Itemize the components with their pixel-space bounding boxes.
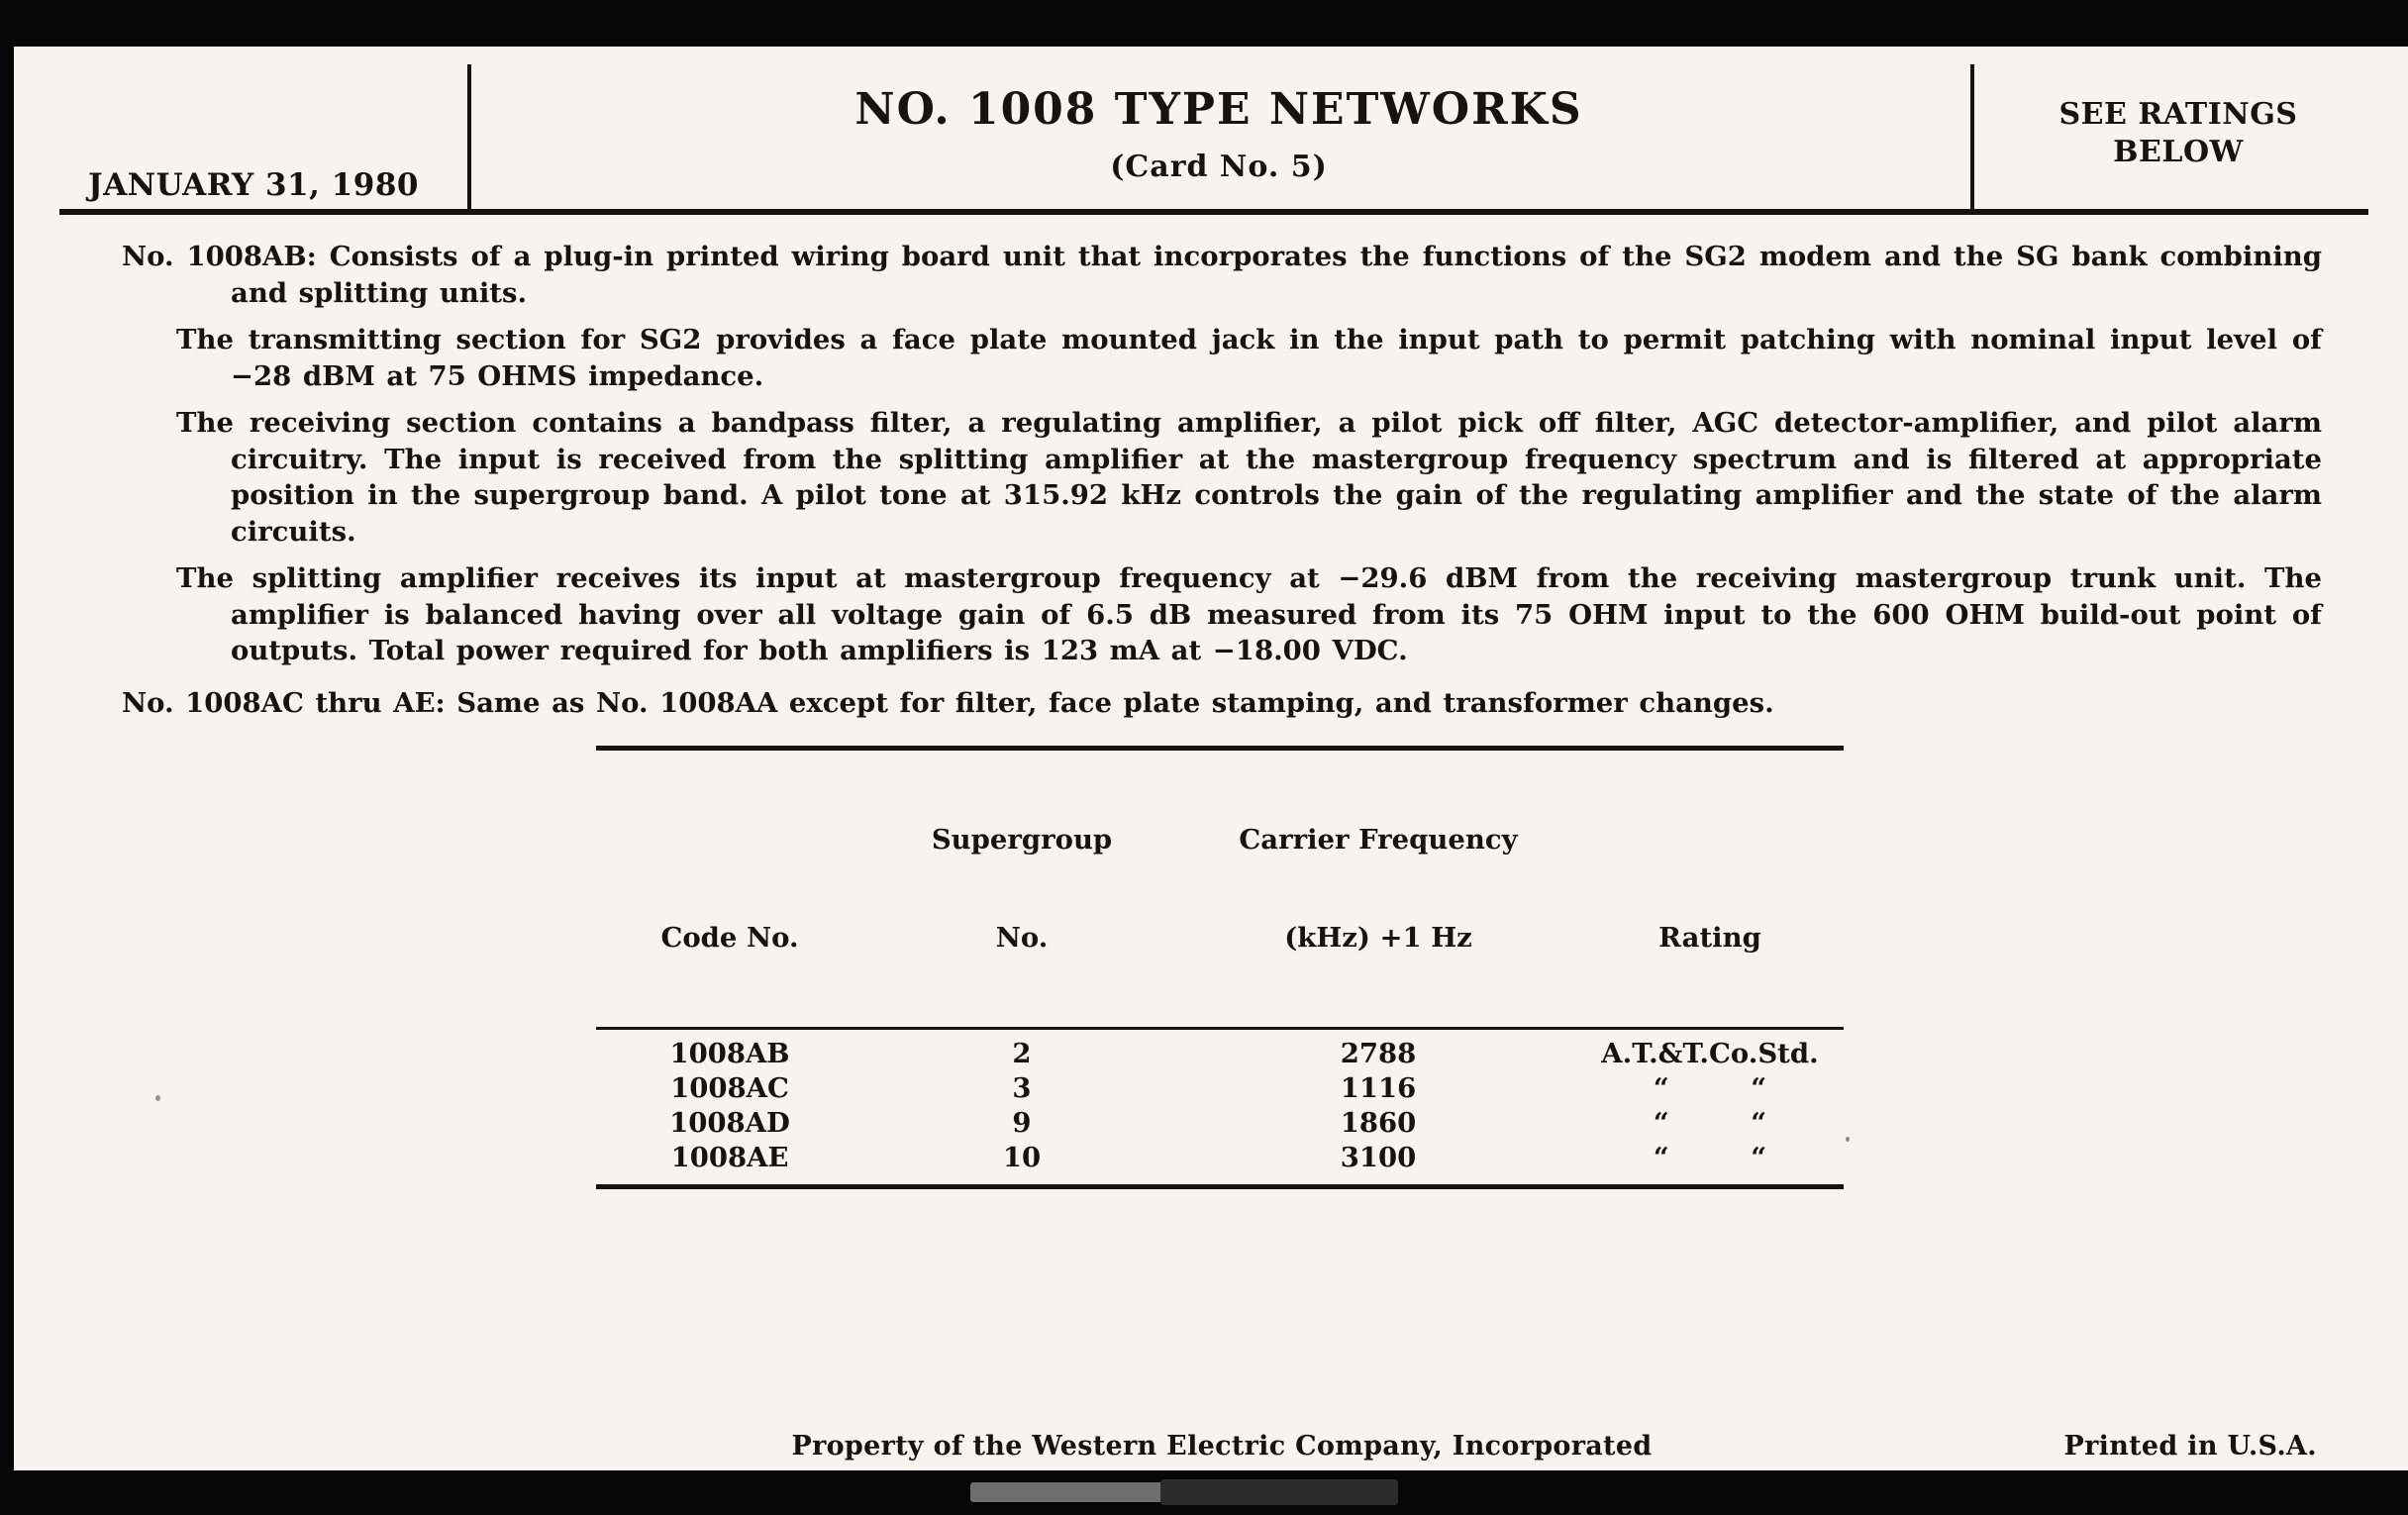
table-cell: 10 xyxy=(1002,1142,1042,1173)
scan-speck xyxy=(155,1095,160,1101)
table-cell: 1008AB xyxy=(669,1038,790,1069)
paragraph-splitting: The splitting amplifier receives its input at mastergroup frequency at −29.6 dBM from the receiving mastergroup trunk unit. The amplifier is balanced having over all voltage gain of 6.5 dB measured from its 75 OHM input to the 600 OHM build-out point of outputs. Total power required for both amplifiers is 123 mA at −18.00 VDC. xyxy=(176,562,2322,666)
col-header-supergroup: Supergroup No. xyxy=(863,749,1180,1029)
document-subtitle: (Card No. 5) xyxy=(1110,150,1328,184)
col-header-code-no: Code No. xyxy=(596,749,863,1029)
scan-black-band-bottom xyxy=(0,1470,2408,1515)
col-header-rating: Rating xyxy=(1576,749,1844,1029)
table-cell: 3 xyxy=(1012,1072,1032,1104)
col-header-carrier-frequency: Carrier Frequency (kHz) +1 Hz xyxy=(1180,749,1576,1029)
table-cell: 1116 xyxy=(1340,1072,1417,1104)
table-row xyxy=(596,1141,1844,1187)
table-cell: A.T.&T.Co.Std. xyxy=(1601,1038,1819,1069)
ratings-note-line-2: BELOW xyxy=(2113,135,2244,169)
table-cell: 3100 xyxy=(1340,1142,1417,1173)
scan-speck xyxy=(1846,1137,1850,1142)
table-cell: 9 xyxy=(1012,1107,1032,1139)
table-cell: 2 xyxy=(1012,1038,1032,1069)
table-cell: 1860 xyxy=(1340,1107,1417,1139)
table-row xyxy=(596,1071,1844,1106)
table-cell: 1008AD xyxy=(669,1107,790,1139)
document-page xyxy=(14,47,2408,1470)
paragraph-transmitting: The transmitting section for SG2 provides a face plate mounted jack in the input path to permit patching with nominal input level of −28 dBM at 75 OHMS impedance. xyxy=(176,324,2322,392)
scan-black-band-top xyxy=(0,0,2408,47)
table-cell: “ “ xyxy=(1653,1142,1767,1173)
table-row xyxy=(596,1029,1844,1072)
document-title: NO. 1008 TYPE NETWORKS xyxy=(854,84,1583,135)
ratings-table xyxy=(596,746,1844,1189)
paragraph-1008ac-ae: No. 1008AC thru AE: Same as No. 1008AA except for filter, face plate stamping, and transformer changes. xyxy=(122,686,1774,719)
ratings-table-body xyxy=(596,1029,1844,1187)
table-cell: “ “ xyxy=(1653,1107,1767,1139)
ratings-note-line-1: SEE RATINGS xyxy=(2058,97,2298,132)
table-cell: 1008AE xyxy=(670,1142,789,1173)
table-cell: 1008AC xyxy=(670,1072,789,1104)
table-cell: “ “ xyxy=(1653,1072,1767,1104)
ratings-note xyxy=(1970,96,2386,171)
printed-in-usa-note: Printed in U.S.A. xyxy=(2063,1431,2317,1462)
paragraph-receiving: The receiving section contains a bandpass filter, a regulating amplifier, a pilot pick off filter, AGC detector-amplifier, and pilot alarm circuitry. The input is received from the splitting amplifier at the mastergroup frequency spectrum and is filtered at appropriate position in the supergroup band. A pilot tone at 315.92 kHz controls the gain of the regulating amplifier and the state of the alarm circuits. xyxy=(176,407,2322,548)
document-body xyxy=(122,239,2322,732)
table-row xyxy=(596,1106,1844,1141)
header-rule xyxy=(59,209,2368,215)
document-date: JANUARY 31, 1980 xyxy=(88,167,419,203)
paragraph-1008ab: No. 1008AB: Consists of a plug-in printed wiring board unit that incorporates the functions of the SG2 modem and the SG bank combining and splitting units. xyxy=(122,241,2322,309)
scan-artifact xyxy=(970,1482,1163,1502)
property-notice: Property of the Western Electric Company, Incorporated xyxy=(791,1431,1653,1462)
scan-artifact xyxy=(1160,1479,1398,1505)
table-cell: 2788 xyxy=(1340,1038,1417,1069)
table-header-row xyxy=(596,749,1844,1029)
header-title-block xyxy=(467,84,1970,184)
